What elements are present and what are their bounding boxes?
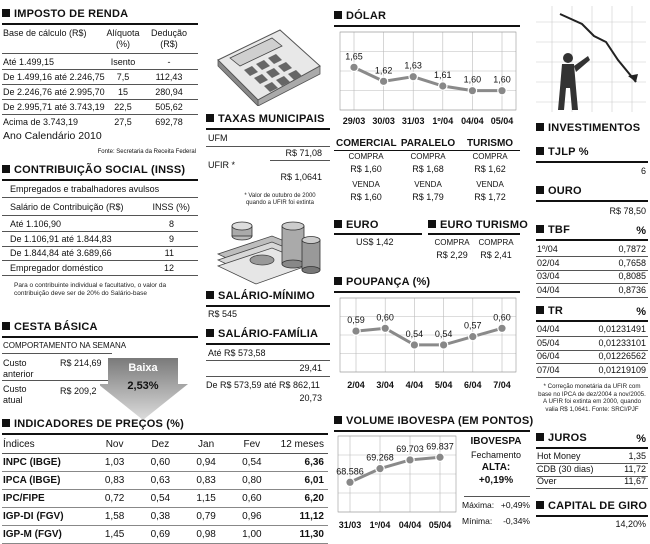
tr-header: TR — [536, 305, 563, 317]
square-bullet-icon — [536, 433, 544, 441]
divider — [334, 25, 520, 27]
divider — [206, 376, 330, 377]
divider — [2, 380, 112, 381]
data-label: 0,60 — [493, 312, 511, 323]
dolar-venda-label: VENDA — [352, 180, 380, 189]
precos-cell: 0,54 — [137, 490, 183, 508]
euro-value: US$ 1,42 — [356, 237, 394, 247]
square-bullet-icon — [334, 277, 342, 285]
cesta-arrow-value: 2,53% — [127, 380, 159, 392]
tr-row-value: 0,01226562 — [598, 351, 646, 361]
precos-cell: 6,20 — [275, 490, 328, 508]
ibovespa-chart — [334, 432, 462, 534]
tr-row-value: 0,01231491 — [598, 324, 646, 334]
cesta-ant-label: Custo anterior — [3, 358, 34, 379]
dolar-compra-value: R$ 1,62 — [474, 164, 506, 174]
imposto-row-base: De 2.995,71 até 3.743,19 — [3, 102, 105, 112]
tjlp-header: TJLP % — [536, 146, 589, 158]
taxas-ufm-label: UFM — [208, 133, 228, 143]
precos-col-header: Nov — [92, 436, 138, 454]
inss-note: Para o contribuinte individual e facultativo, o valor da contribuição deve ser de 20% do Salário-base — [14, 282, 167, 297]
imposto-row-aliquota: 27,5 — [114, 117, 132, 127]
data-point — [381, 324, 389, 332]
data-point — [352, 327, 360, 335]
divider — [2, 433, 328, 435]
precos-cell: 1,58 — [92, 508, 138, 526]
square-bullet-icon — [536, 123, 544, 131]
precos-col-header: Índices — [2, 436, 92, 454]
chart-grid — [340, 298, 516, 372]
data-label: 0,54 — [434, 328, 453, 339]
precos-cell: 1,15 — [183, 490, 229, 508]
ibov-max-value: +0,49% — [500, 500, 530, 510]
precos-cell: 11,12 — [275, 508, 328, 526]
data-label: 1,65 — [345, 51, 363, 62]
divider — [2, 353, 112, 354]
calculator-icon — [208, 20, 326, 106]
table-row — [2, 490, 328, 508]
x-tick-label: 3/04 — [376, 380, 394, 390]
divider — [428, 233, 520, 235]
euro-turismo-venda-label: COMPRA — [478, 238, 514, 247]
inss-subtitle: Empregados e trabalhadores avulsos — [10, 184, 160, 194]
data-label: 0,60 — [376, 312, 394, 323]
precos-cell: 0,72 — [92, 490, 138, 508]
divider — [536, 488, 648, 489]
imposto-row-base: De 1.499,16 até 2.246,75 — [3, 72, 105, 82]
dolar-compra-label: COMPRA — [410, 152, 446, 161]
ouro-header: OURO — [536, 185, 582, 197]
imposto-header: IMPOSTO DE RENDA — [2, 8, 128, 20]
divider — [2, 336, 198, 338]
inss-row-label: De 1.106,91 até 1.844,83 — [10, 233, 112, 244]
money-icon — [212, 218, 324, 286]
inss-row-value: 11 — [164, 248, 174, 258]
tjlp-value: 6 — [640, 166, 646, 176]
tbf-row-label: 1º/04 — [537, 244, 558, 254]
dolar-compra-value: R$ 1,60 — [350, 164, 382, 174]
data-point — [410, 341, 418, 349]
divider — [2, 246, 198, 247]
square-bullet-icon — [2, 419, 10, 427]
dolar-venda-value: R$ 1,60 — [350, 192, 382, 202]
precos-cell: 0,79 — [183, 508, 229, 526]
tr-row-label: 05/04 — [537, 337, 560, 348]
data-point — [439, 82, 447, 90]
precos-cell: 0,60 — [229, 490, 275, 508]
salmin-header: SALÁRIO-MÍNIMO — [206, 290, 315, 302]
ibov-min-label: Mínima: — [462, 516, 493, 526]
imposto-row-base: Acima de 3.743,19 — [3, 117, 79, 127]
precos-cell: 1,45 — [92, 526, 138, 544]
juros-row-value: 11,72 — [624, 463, 646, 474]
precos-col-header: Dez — [137, 436, 183, 454]
divider — [2, 114, 198, 115]
capital-header: CAPITAL DE GIRO — [536, 500, 647, 512]
square-bullet-icon — [536, 306, 544, 314]
divider — [206, 128, 330, 130]
data-point — [376, 464, 384, 472]
x-tick-label: 29/03 — [342, 116, 366, 126]
cesta-atual-label: Custo atual — [3, 384, 27, 405]
imposto-row-aliquota: 7,5 — [116, 72, 130, 82]
x-tick-label: 30/03 — [372, 116, 395, 126]
inss-header: CONTRIBUIÇÃO SOCIAL (INSS) — [2, 164, 185, 176]
x-tick-label: 6/04 — [464, 380, 482, 390]
salfam-row1-value: 29,41 — [299, 363, 322, 373]
series-line — [356, 328, 502, 345]
divider — [536, 161, 648, 163]
precos-row-label: IPCA (IBGE) — [2, 472, 92, 490]
precos-cell: 0,96 — [229, 508, 275, 526]
euro-turismo-venda: R$ 2,41 — [480, 250, 512, 260]
precos-col-header: Fev — [229, 436, 275, 454]
divider — [536, 447, 648, 449]
divider — [206, 146, 330, 147]
salfam-header: SALÁRIO-FAMÍLIA — [206, 328, 318, 340]
juros-pct: % — [636, 433, 646, 445]
data-point — [498, 86, 506, 94]
x-tick-label: 05/04 — [490, 116, 514, 126]
imposto-row-deducao: - — [167, 57, 171, 67]
ouro-value: R$ 78,50 — [609, 206, 646, 216]
divider — [2, 197, 198, 198]
imposto-col-deducao: Dedução (R$) — [150, 28, 188, 49]
imposto-col-aliquota: Alíquota (%) — [106, 28, 140, 49]
divider — [334, 150, 520, 151]
divider — [2, 69, 198, 70]
imposto-row-deducao: 505,62 — [155, 102, 183, 112]
divider — [334, 233, 422, 235]
inss-row-label: Empregador doméstico — [10, 262, 104, 273]
tbf-row-value: 0,7872 — [618, 244, 646, 254]
imposto-row-base: Até 1.499,15 — [3, 57, 55, 67]
tbf-row-value: 0,8085 — [618, 271, 646, 281]
x-tick-label: 04/04 — [461, 116, 484, 126]
tbf-row-label: 03/04 — [537, 271, 560, 281]
precos-cell: 11,30 — [275, 526, 328, 544]
precos-cell: 0,83 — [183, 472, 229, 490]
dolar-header: DÓLAR — [334, 10, 386, 22]
ibov-max-label: Máxima: — [462, 500, 495, 510]
divider — [2, 84, 198, 85]
divider — [270, 160, 330, 161]
divider — [536, 200, 648, 202]
dolar-venda-value: R$ 1,79 — [412, 192, 444, 202]
tbf-row-label: 02/04 — [537, 257, 560, 268]
divider — [206, 343, 330, 345]
precos-row-label: IGP-M (FGV) — [2, 526, 92, 544]
tr-row-label: 06/04 — [537, 351, 560, 361]
divider — [334, 291, 520, 293]
precos-cell: 0,63 — [137, 472, 183, 490]
tbf-row-value: 0,8736 — [618, 284, 646, 295]
data-point — [350, 63, 358, 71]
x-tick-label: 04/04 — [398, 520, 422, 530]
dolar-chart — [334, 28, 524, 132]
juros-row-label: Over — [537, 476, 557, 486]
square-bullet-icon — [2, 322, 10, 330]
cesta-arrow-label: Baixa — [128, 362, 158, 374]
precos-cell: 0,80 — [229, 472, 275, 490]
data-point — [469, 332, 477, 340]
inss-row-value: 8 — [168, 219, 174, 229]
poupanca-header: POUPANÇA (%) — [334, 276, 430, 288]
data-label: 68.586 — [336, 466, 364, 477]
precos-table — [2, 436, 328, 544]
precos-cell: 6,36 — [275, 454, 328, 472]
inss-row-label: Até 1.106,90 — [10, 219, 62, 229]
tr-row-value: 0,01233101 — [598, 337, 646, 348]
divider — [2, 53, 198, 54]
tbf-row-value: 0,7658 — [618, 257, 646, 268]
precos-cell: 1,03 — [92, 454, 138, 472]
x-tick-label: 5/04 — [434, 380, 453, 390]
euro-turismo-compra: R$ 2,29 — [436, 250, 468, 260]
divider — [2, 231, 198, 232]
x-tick-label: 31/03 — [401, 116, 425, 126]
data-point — [346, 478, 354, 486]
tr-row-label: 04/04 — [537, 324, 560, 334]
imposto-row-deducao: 280,94 — [155, 87, 183, 97]
dolar-venda-label: VENDA — [476, 180, 504, 189]
precos-cell: 0,38 — [137, 508, 183, 526]
square-bullet-icon — [206, 114, 214, 122]
precos-row-label: IGP-DI (FGV) — [2, 508, 92, 526]
precos-header: INDICADORES DE PREÇOS (%) — [2, 418, 184, 430]
divider — [536, 377, 648, 378]
divider — [2, 215, 198, 216]
inss-col-salario: Salário de Contribuição (R$) — [10, 202, 124, 212]
precos-cell: 0,60 — [137, 454, 183, 472]
precos-cell: 0,54 — [229, 454, 275, 472]
inss-col-pct: INSS (%) — [152, 202, 190, 212]
square-bullet-icon — [334, 416, 342, 424]
table-row — [2, 454, 328, 472]
divider — [536, 515, 648, 517]
euro-turismo-header: EURO TURISMO — [428, 219, 528, 231]
data-label: 1,61 — [434, 70, 452, 80]
divider — [206, 360, 330, 361]
cesta-header: CESTA BÁSICA — [2, 321, 98, 333]
imposto-row-aliquota: 22,5 — [114, 102, 132, 112]
juros-row-value: 11,67 — [624, 476, 646, 486]
investimentos-header: INVESTIMENTOS — [536, 122, 640, 134]
square-bullet-icon — [206, 291, 214, 299]
imposto-row-aliquota: Isento — [110, 57, 136, 67]
divider — [536, 297, 648, 298]
juros-row-label: Hot Money — [537, 451, 581, 461]
cesta-ant-value: R$ 214,69 — [60, 358, 102, 368]
precos-cell: 0,98 — [183, 526, 229, 544]
precos-cell: 0,94 — [183, 454, 229, 472]
precos-cell: 1,00 — [229, 526, 275, 544]
imposto-source: Fonte: Secretaria da Receita Federal — [97, 149, 196, 155]
tr-pct: % — [636, 306, 646, 318]
juros-header: JUROS — [536, 432, 587, 444]
dolar-col-name: TURISMO — [466, 138, 514, 149]
capital-value: 14,20% — [615, 519, 646, 529]
euro-header: EURO — [334, 219, 379, 231]
dolar-compra-label: COMPRA — [472, 152, 508, 161]
x-tick-label: 05/04 — [428, 520, 452, 530]
precos-cell: 0,69 — [137, 526, 183, 544]
ibov-header: VOLUME IBOVESPA (EM PONTOS) — [334, 415, 533, 427]
divider — [2, 260, 198, 261]
data-point — [468, 86, 476, 94]
x-tick-label: 1º/04 — [432, 116, 454, 126]
poupanca-chart — [334, 294, 524, 396]
dolar-compra-label: COMPRA — [348, 152, 384, 161]
square-bullet-icon — [536, 225, 544, 233]
ibov-fech-dir: ALTA: — [481, 462, 511, 473]
cesta-subtitle: COMPORTAMENTO NA SEMANA — [3, 341, 127, 350]
tr-row-label: 07/04 — [537, 364, 560, 375]
imposto-row-aliquota: 15 — [117, 87, 128, 97]
data-point — [406, 456, 414, 464]
taxas-header: TAXAS MUNICIPAIS — [206, 113, 325, 125]
data-point — [379, 77, 387, 85]
data-point — [498, 324, 506, 332]
divider — [2, 99, 198, 100]
data-label: 1,60 — [463, 74, 482, 85]
salfam-row2-value: 20,73 — [299, 393, 322, 403]
imposto-year: Ano Calendário 2010 — [3, 130, 102, 142]
table-row — [2, 508, 328, 526]
x-tick-label: 1º/04 — [369, 520, 391, 530]
precos-cell: 6,01 — [275, 472, 328, 490]
divider — [2, 179, 198, 181]
precos-row-label: INPC (IBGE) — [2, 454, 92, 472]
cesta-atual-value: R$ 209,2 — [60, 386, 97, 396]
data-label: 69.837 — [426, 441, 454, 452]
table-row — [2, 472, 328, 490]
divider — [464, 496, 530, 497]
imposto-row-deducao: 692,78 — [155, 117, 183, 127]
dolar-col-name: PARALELO — [400, 138, 456, 149]
dolar-venda-value: R$ 1,72 — [474, 192, 506, 202]
square-bullet-icon — [428, 220, 436, 228]
data-label: 69.268 — [366, 452, 394, 463]
square-bullet-icon — [334, 220, 342, 228]
ibov-fech-value: +0,19% — [478, 475, 514, 486]
square-bullet-icon — [206, 329, 214, 337]
dolar-compra-value: R$ 1,68 — [412, 164, 444, 174]
tbf-pct: % — [636, 225, 646, 237]
data-point — [436, 453, 444, 461]
divider — [536, 320, 648, 322]
inss-row-label: De 1.844,84 até 3.689,66 — [10, 248, 112, 258]
ibov-side-title: IBOVESPA — [470, 436, 522, 447]
data-label: 0,59 — [347, 315, 365, 326]
juros-row-label: CDB (30 dias) — [537, 463, 594, 474]
square-bullet-icon — [536, 147, 544, 155]
data-label: 69.703 — [396, 443, 424, 454]
euro-turismo-compra-label: COMPRA — [434, 238, 470, 247]
salfam-row1-label: Até R$ 573,58 — [208, 348, 266, 358]
data-label: 1,62 — [374, 65, 393, 76]
square-bullet-icon — [2, 9, 10, 17]
square-bullet-icon — [536, 501, 544, 509]
tr-note: * Correção monetária da UFIR com base no IPCA de dez/2004 a nov/2005. A UFIR foi extinta em 2000, quando valia R$ 1,0641. Fonte: SRCI/PJF — [538, 383, 646, 413]
x-tick-label: 31/03 — [338, 520, 362, 530]
data-point — [439, 341, 447, 349]
imposto-row-base: De 2.246,76 até 2.995,70 — [3, 87, 105, 97]
square-bullet-icon — [536, 186, 544, 194]
divider — [206, 305, 330, 307]
imposto-col-base: Base de cálculo (R$) — [3, 28, 87, 38]
ibov-fech-label: Fechamento — [470, 450, 522, 460]
data-label: 0,57 — [464, 320, 482, 331]
data-label: 1,63 — [404, 60, 422, 71]
chart-grid — [340, 32, 516, 110]
taxas-ufir-value: R$ 1,0641 — [280, 172, 322, 182]
inss-row-value: 9 — [168, 233, 174, 244]
divider — [2, 23, 198, 25]
dolar-venda-label: VENDA — [414, 180, 442, 189]
square-bullet-icon — [334, 11, 342, 19]
precos-col-header: Jan — [183, 436, 229, 454]
data-point — [409, 72, 417, 80]
square-bullet-icon — [2, 165, 10, 173]
taxas-note: * Valor de outubro de 2000 quando a UFIR foi extinta — [244, 193, 316, 206]
data-label: 0,54 — [405, 328, 424, 339]
divider — [2, 275, 198, 276]
taxas-ufm-value: R$ 71,08 — [285, 148, 322, 158]
precos-cell: 0,83 — [92, 472, 138, 490]
falling-chart-man-icon — [532, 2, 648, 116]
data-label: 1,60 — [493, 74, 511, 85]
divider — [536, 239, 648, 241]
inss-row-value: 12 — [163, 262, 174, 273]
salfam-row2-label: De R$ 573,59 até R$ 862,11 — [206, 380, 320, 390]
x-tick-label: 4/04 — [405, 380, 424, 390]
taxas-ufir-label: UFIR * — [208, 160, 235, 170]
dolar-col-name: COMERCIAL — [336, 138, 397, 149]
precos-col-header: 12 meses — [275, 436, 328, 454]
ibov-min-value: -0,34% — [503, 516, 530, 526]
tbf-header: TBF — [536, 224, 570, 236]
x-tick-label: 7/04 — [493, 380, 511, 390]
x-tick-label: 2/04 — [347, 380, 365, 390]
tr-row-value: 0,01219109 — [598, 364, 646, 375]
tbf-row-label: 04/04 — [537, 284, 560, 295]
juros-row-value: 1,35 — [628, 451, 646, 461]
imposto-row-deducao: 112,43 — [155, 72, 183, 82]
salmin-value: R$ 545 — [208, 309, 238, 319]
precos-row-label: IPC/FIPE — [2, 490, 92, 508]
